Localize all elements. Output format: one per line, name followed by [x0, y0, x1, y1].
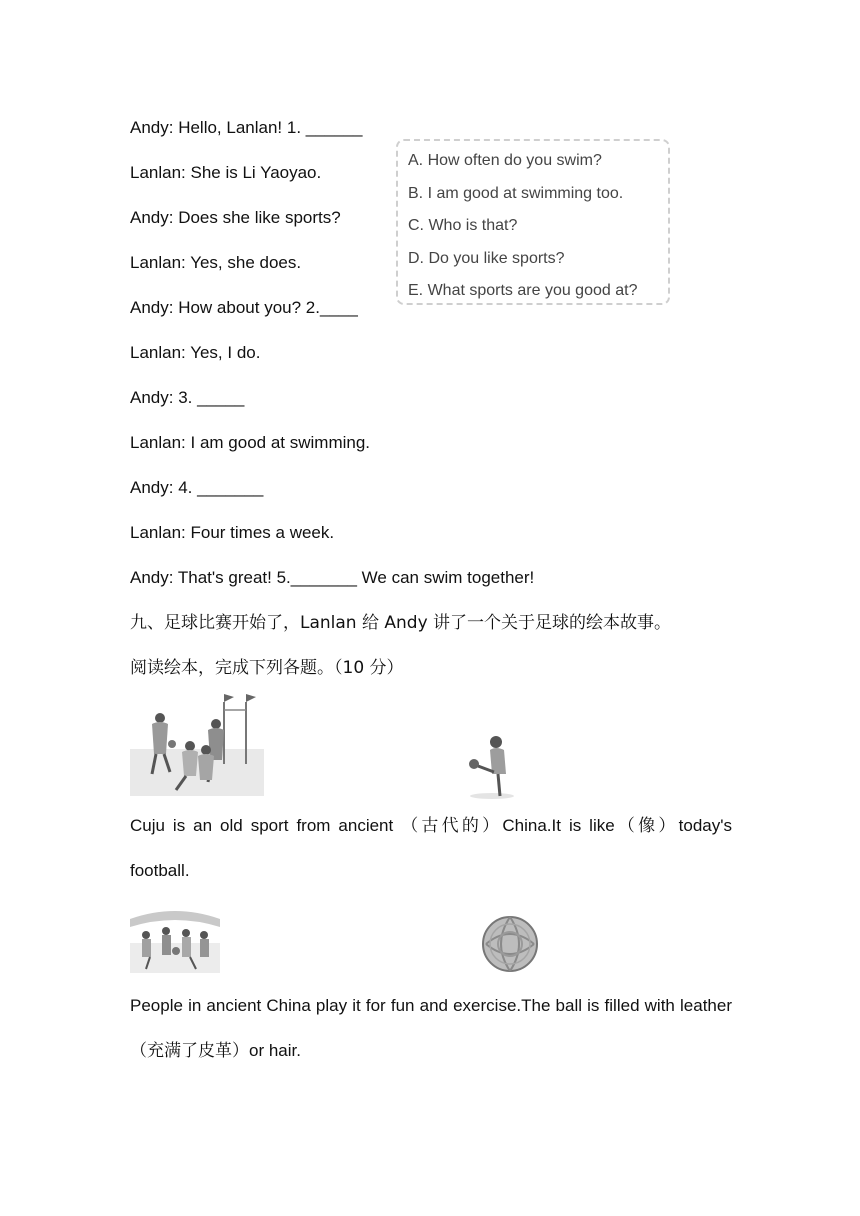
dialogue-line-8: Lanlan: I am good at swimming.	[130, 433, 371, 452]
option-c: C. Who is that?	[408, 217, 518, 234]
dialogue-line-4: Lanlan: Yes, she does.	[130, 253, 302, 272]
dialogue-line-7: Andy: 3. _____	[130, 388, 245, 407]
dialogue-line-3: Andy: Does she like sports?	[130, 208, 341, 227]
cuju-kicker-illustration	[462, 730, 522, 800]
option-d: D. Do you like sports?	[408, 249, 565, 267]
dialogue-line-2: Lanlan: She is Li Yaoyao.	[130, 163, 322, 182]
dialogue-line-6: Lanlan: Yes, I do.	[130, 343, 261, 362]
option-b: B. I am good at swimming too.	[408, 184, 624, 202]
ancient-china-players-illustration	[130, 905, 220, 973]
section-9-title-line2: 阅读绘本，完成下列各题。（10 分）	[130, 658, 404, 678]
story-paragraph-2: People in ancient China play it for fun and exercise.The ball is filled with leather （充满了皮革）or hair.	[130, 996, 732, 1060]
dialogue-line-11: Andy: That's great! 5._______ We can swim together!	[130, 568, 535, 587]
option-a: A. How often do you swim?	[408, 152, 602, 169]
dialogue-line-1: Andy: Hello, Lanlan! 1. ______	[130, 118, 363, 137]
cuju-players-illustration	[130, 694, 264, 796]
option-e: E. What sports are you good at?	[408, 282, 638, 299]
story-paragraph-1: Cuju is an old sport from ancient （古代的）China.It is like（像）today's football.	[130, 816, 732, 880]
dialogue-line-9: Andy: 4. _______	[130, 478, 264, 497]
woven-ball-illustration	[480, 914, 540, 974]
dialogue-line-10: Lanlan: Four times a week.	[130, 523, 335, 542]
section-9-title-line1: 九、足球比赛开始了，Lanlan 给 Andy 讲了一个关于足球的绘本故事。	[130, 613, 672, 633]
dialogue-line-5: Andy: How about you? 2.____	[130, 298, 358, 317]
options-box	[396, 139, 670, 305]
